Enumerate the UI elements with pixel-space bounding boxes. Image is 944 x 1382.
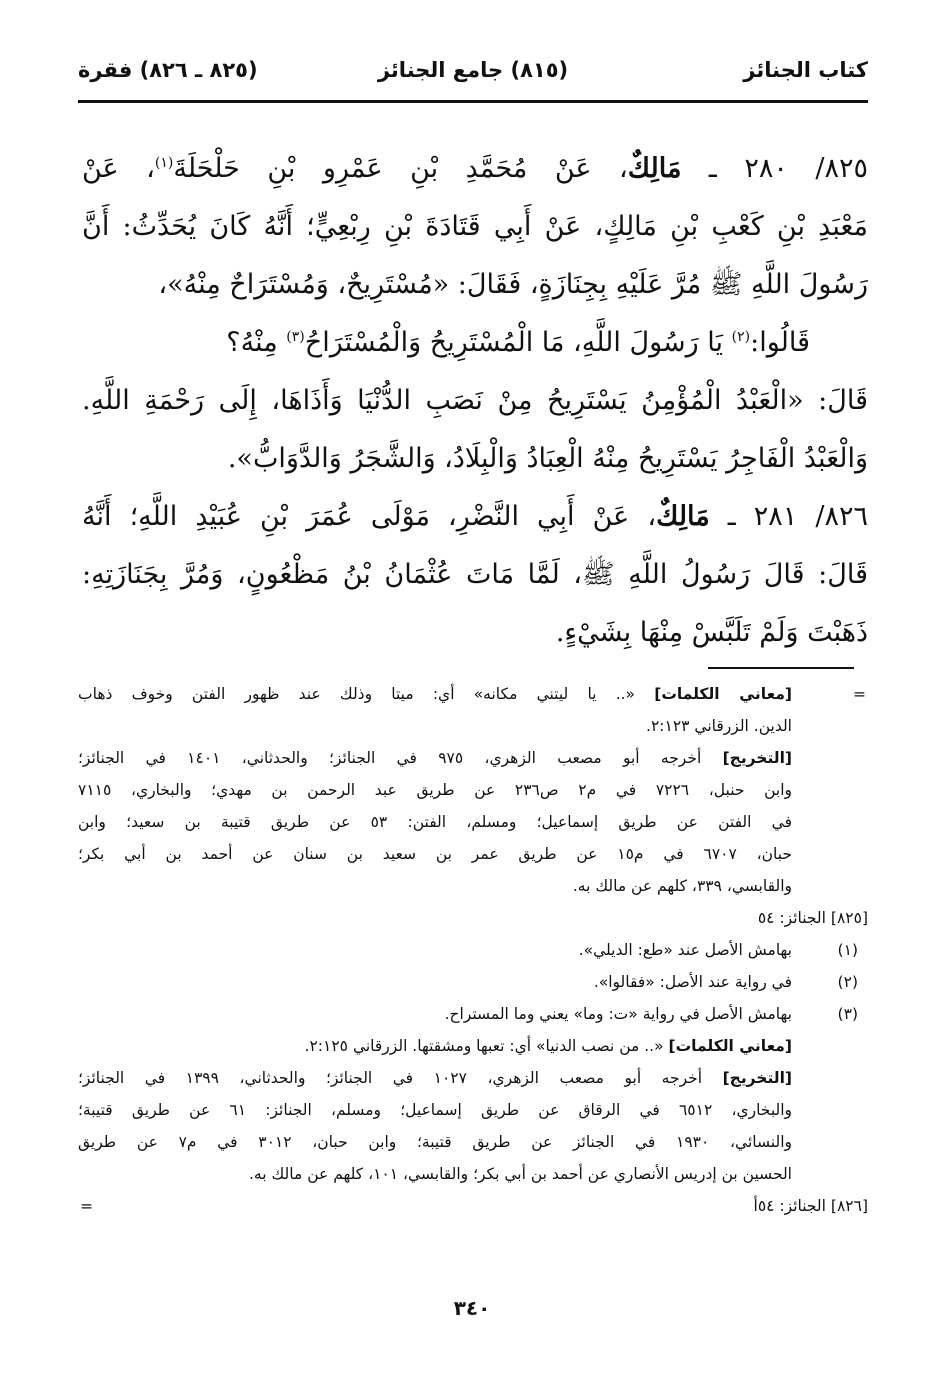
note-line: [التخريج] أخرجه أبو مصعب الزهري، ١٠٢٧ في الجنائز؛ والحدثاني، ١٣٩٩ في الجنائز؛ (78, 1069, 792, 1087)
footnote-divider (708, 667, 854, 669)
narrator-name: مَالِكٌ (656, 501, 710, 532)
note-ref-label: [٨٢٥] (830, 909, 868, 927)
note-line: [٨٢٥] الجنائز: ٥٤ (757, 909, 868, 927)
note-line: والنسائي، ١٩٣٠ في الجنائز عن طريق قتيبة؛ وابن حبان، ٣٠١٢ في م٧ عن طريق (78, 1133, 792, 1151)
note-label: [معاني الكلمات] (654, 685, 792, 703)
hadith-826-line-2: قَالَ: قَالَ رَسُولُ اللَّهِ ﷺ، لَمَّا مَاتَ عُثْمَانُ بْنُ مَظْعُونٍ، وَمُرَّ بِجَنَازَتِهِ: (82, 559, 868, 590)
note-ref-label: [٨٢٦] (830, 1197, 868, 1215)
header-divider (78, 100, 868, 103)
hadith-825-line-3: رَسُولَ اللَّهِ ﷺ مُرَّ عَلَيْهِ بِجِنَازَةٍ، فَقَالَ: «مُسْتَرِيحٌ، وَمُسْتَرَاحٌ مِنْهُ»، (158, 269, 868, 300)
hadith-825-line-4: قَالُوا:$^{(٢)}$ يَا رَسُولَ اللَّهِ، مَا الْمُسْتَرِيحُ وَالْمُسْتَرَاحُ$^{(٣)}$ مِنْهُ؟ (226, 327, 810, 358)
footnote-ref: (٢) (731, 329, 751, 345)
footnotes (78, 678, 868, 1222)
continuation-mark: = (853, 685, 866, 703)
running-header (78, 58, 868, 98)
note-line: والقابسي، ٣٣٩، كلهم عن مالك به. (572, 877, 792, 895)
hadith-825-line-5: قَالَ: «الْعَبْدُ الْمُؤْمِنُ يَسْتَرِيحُ مِنْ نَصَبِ الدُّنْيَا وَأَذَاهَا، إِلَى رَحْمَةِ اللَّهِ. (82, 385, 868, 416)
header-chapter-title: (٨١٥) جامع الجنائز (377, 58, 569, 82)
note-line: حبان، ٦٧٠٧ في م١٥ عن طريق عمر بن سعيد بن سنان عن أحمد بن أبي بكر؛ (78, 845, 792, 863)
note-line: وابن حنبل، ٧٢٢٦ في م٢ ص٢٣٦ عن طريق عبد الرحمن بن مهدي؛ والبخاري، ٧١١٥ (78, 781, 792, 799)
header-paragraph-range: (٨٢٥ ـ ٨٢٦) فقرة (78, 58, 258, 82)
hadith-825-line-1: ٨٢٥/ ٢٨٠ ـ مَالِكٌ، عَنْ مُحَمَّدِ بْنِ عَمْرِو بْنِ حَلْحَلَةَ$^{(١)}$، عَنْ (82, 153, 868, 184)
note-line: في الفتن عن طريق إسماعيل؛ ومسلم، الفتن: ٥٣ عن طريق قتيبة بن سعيد؛ وابن (78, 813, 792, 831)
note-line: [التخريج] أخرجه أبو مصعب الزهري، ٩٧٥ في الجنائز؛ والحدثاني، ١٤٠١ في الجنائز؛ (78, 749, 792, 767)
note-line: [٨٢٦] الجنائز: ٥٤أ = (78, 1190, 868, 1222)
note-line: الدين. الزرقاني ٢:١٢٣. (646, 717, 792, 735)
footnote-2: (٢) في رواية عند الأصل: «فقالوا». (593, 973, 858, 991)
note-label: [التخريج] (722, 749, 792, 767)
note-line: [معاني الكلمات] «.. من نصب الدنيا» أي: تعبها ومشقتها. الزرقاني ٢:١٢٥. (304, 1037, 792, 1055)
note-line: = [معاني الكلمات] «.. يا ليتني مكانه» أي: ميتا وذلك عند ظهور الفتن وخوف ذهاب (78, 678, 868, 710)
footnote-1: (١) بهامش الأصل عند «طع: الديلي». (578, 941, 858, 959)
note-line: الحسين بن إدريس الأنصاري عن أحمد بن أبي بكر؛ والقابسي، ١٠١، كلهم عن مالك به. (249, 1165, 792, 1183)
narrator-name: مَالِكٌ (627, 153, 682, 184)
hadith-825-line-6: وَالْعَبْدُ الْفَاجِرُ يَسْتَرِيحُ مِنْهُ الْعِبَادُ وَالْبِلَادُ، وَالشَّجَرُ وَالدَّوَابُّ». (227, 443, 868, 474)
page-number: ٣٤٠ (453, 1296, 491, 1320)
footnote-ref: (٣) (286, 329, 305, 345)
continuation-mark: = (80, 1197, 93, 1215)
note-label: [التخريج] (722, 1069, 792, 1087)
note-label: [معاني الكلمات] (668, 1037, 792, 1055)
hadith-text (82, 140, 868, 662)
hadith-826-line-1: ٨٢٦/ ٢٨١ ـ مَالِكٌ، عَنْ أَبِي النَّضْرِ، مَوْلَى عُمَرَ بْنِ عُبَيْدِ اللَّهِ؛ أَنَّهُ (82, 501, 868, 532)
hadith-826-line-3: ذَهَبْتَ وَلَمْ تَلَبَّسْ مِنْهَا بِشَيْءٍ. (555, 617, 868, 648)
hadith-825-line-2: مَعْبَدِ بْنِ كَعْبِ بْنِ مَالِكٍ، عَنْ أَبِي قَتَادَةَ بْنِ رِبْعِيٍّ؛ أَنَّهُ كَانَ يُحَدِّثُ: أَنَّ (82, 211, 868, 242)
footnote-3: (٣) بهامش الأصل في رواية «ت: وما» يعني وما المستراح. (444, 1005, 858, 1023)
footnote-ref: (١) (154, 155, 174, 171)
note-line: والبخاري، ٦٥١٢ في الرقاق عن طريق إسماعيل؛ ومسلم، الجنائز: ٦١ عن طريق قتيبة؛ (78, 1101, 792, 1119)
header-book-title: كتاب الجنائز (743, 58, 868, 82)
